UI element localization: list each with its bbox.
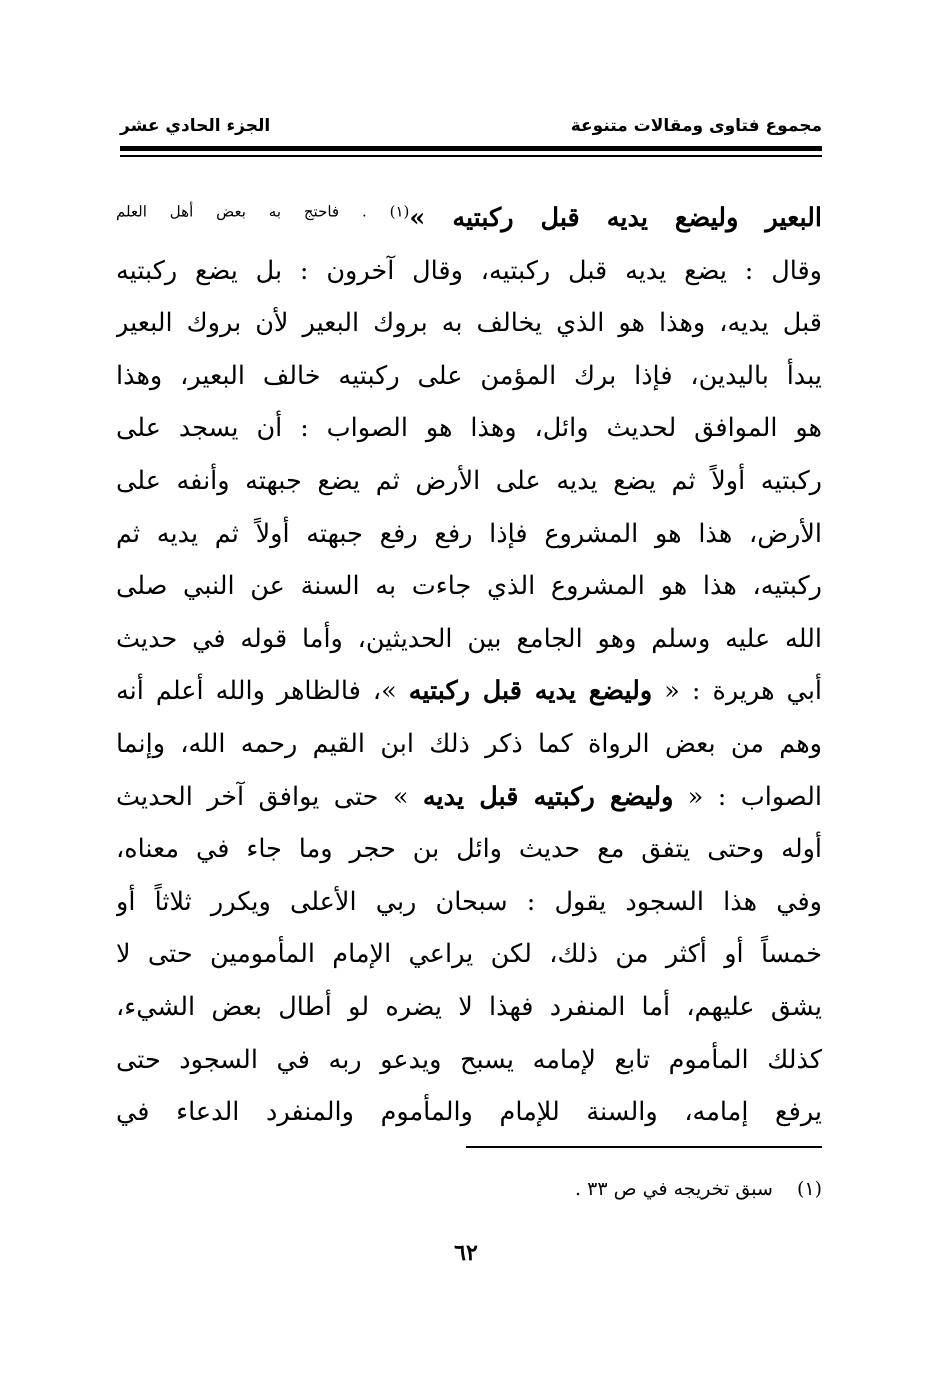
footnote: [575, 1178, 822, 1200]
text-line: قبل يديه، وهذا هو الذي يخالف به بروك البعير لأن بروك البعير: [116, 308, 822, 339]
text-line: يبدأ باليدين، فإذا برك المؤمن على ركبتيه خالف البعير، وهذا: [116, 360, 822, 391]
text-line: [116, 665, 822, 718]
quote-fragment: البعير وليضع يديه قبل ركبتيه »: [409, 203, 822, 233]
text-line: ركبتيه أولاً ثم يضع يديه على الأرض ثم يضع جبهته وأنفه على: [116, 465, 822, 496]
hadith-quote: وليضع ركبتيه قبل يديه: [422, 781, 674, 812]
text-line: وهم من بعض الرواة كما ذكر ذلك ابن القيم رحمه الله، وإنما: [116, 728, 822, 759]
header-rule-thick: [120, 146, 822, 151]
text-line: خمساً أو أكثر من ذلك، لكن يراعي الإمام المأمومين حتى لا: [116, 939, 822, 970]
text-line: هو الموافق لحديث وائل، وهذا هو الصواب : أن يسجد على: [116, 413, 822, 444]
text-line: وفي هذا السجود يقول : سبحان ربي الأعلى ويكرر ثلاثاً أو: [116, 886, 822, 917]
text-line: الله عليه وسلم وهو الجامع بين الحديثين، وأما قوله في حديث: [116, 623, 822, 654]
text-line: كذلك المأموم تابع لإمامه يسبح ويدعو ربه في السجود حتى: [116, 1044, 822, 1075]
text-line: أوله وحتى يتفق مع حديث وائل بن حجر وما جاء في معناه،: [116, 834, 822, 865]
text-line: [116, 192, 822, 245]
text-line: [116, 771, 822, 824]
footnote-ref: (١) . فاحتج به بعض أهل العلم: [116, 202, 410, 221]
text-segment: »، فالظاهر والله أعلم أنه: [116, 676, 397, 707]
text-line: وقال : يضع يديه قبل ركبتيه، وقال آخرون : بل يضع ركبتيه: [116, 255, 822, 286]
text-line: يشق عليهم، أما المنفرد فهذا لا يضره لو أطال بعض الشيء،: [116, 991, 822, 1022]
running-header: [120, 112, 822, 140]
page-number: ٦٢: [454, 1240, 478, 1266]
volume-label: الجزء الحادي عشر: [120, 116, 271, 136]
hadith-quote: وليضع يديه قبل ركبتيه: [408, 676, 653, 707]
footnote-number: (١): [796, 1178, 822, 1200]
footnote-text: سبق تخريجه في ص ٣٣ .: [575, 1178, 773, 1200]
text-segment: أبي هريرة : «: [664, 676, 822, 707]
text-line: يرفع إمامه، والسنة للإمام والمأموم والمنفرد الدعاء في: [116, 1097, 822, 1128]
text-line: ركبتيه، هذا هو المشروع الذي جاءت به السنة عن النبي صلى: [116, 571, 822, 602]
text-line: الأرض، هذا هو المشروع فإذا رفع رفع جبهته أولاً ثم يديه ثم: [116, 518, 822, 549]
text-segment: الصواب : «: [687, 781, 822, 812]
main-text: [116, 192, 822, 1139]
book-title: مجموع فتاوى ومقالات متنوعة: [570, 116, 822, 136]
footnote-divider: [466, 1146, 822, 1148]
header-rule-thin: [120, 155, 822, 157]
text-segment: » حتى يوافق آخر الحديث: [116, 781, 409, 812]
